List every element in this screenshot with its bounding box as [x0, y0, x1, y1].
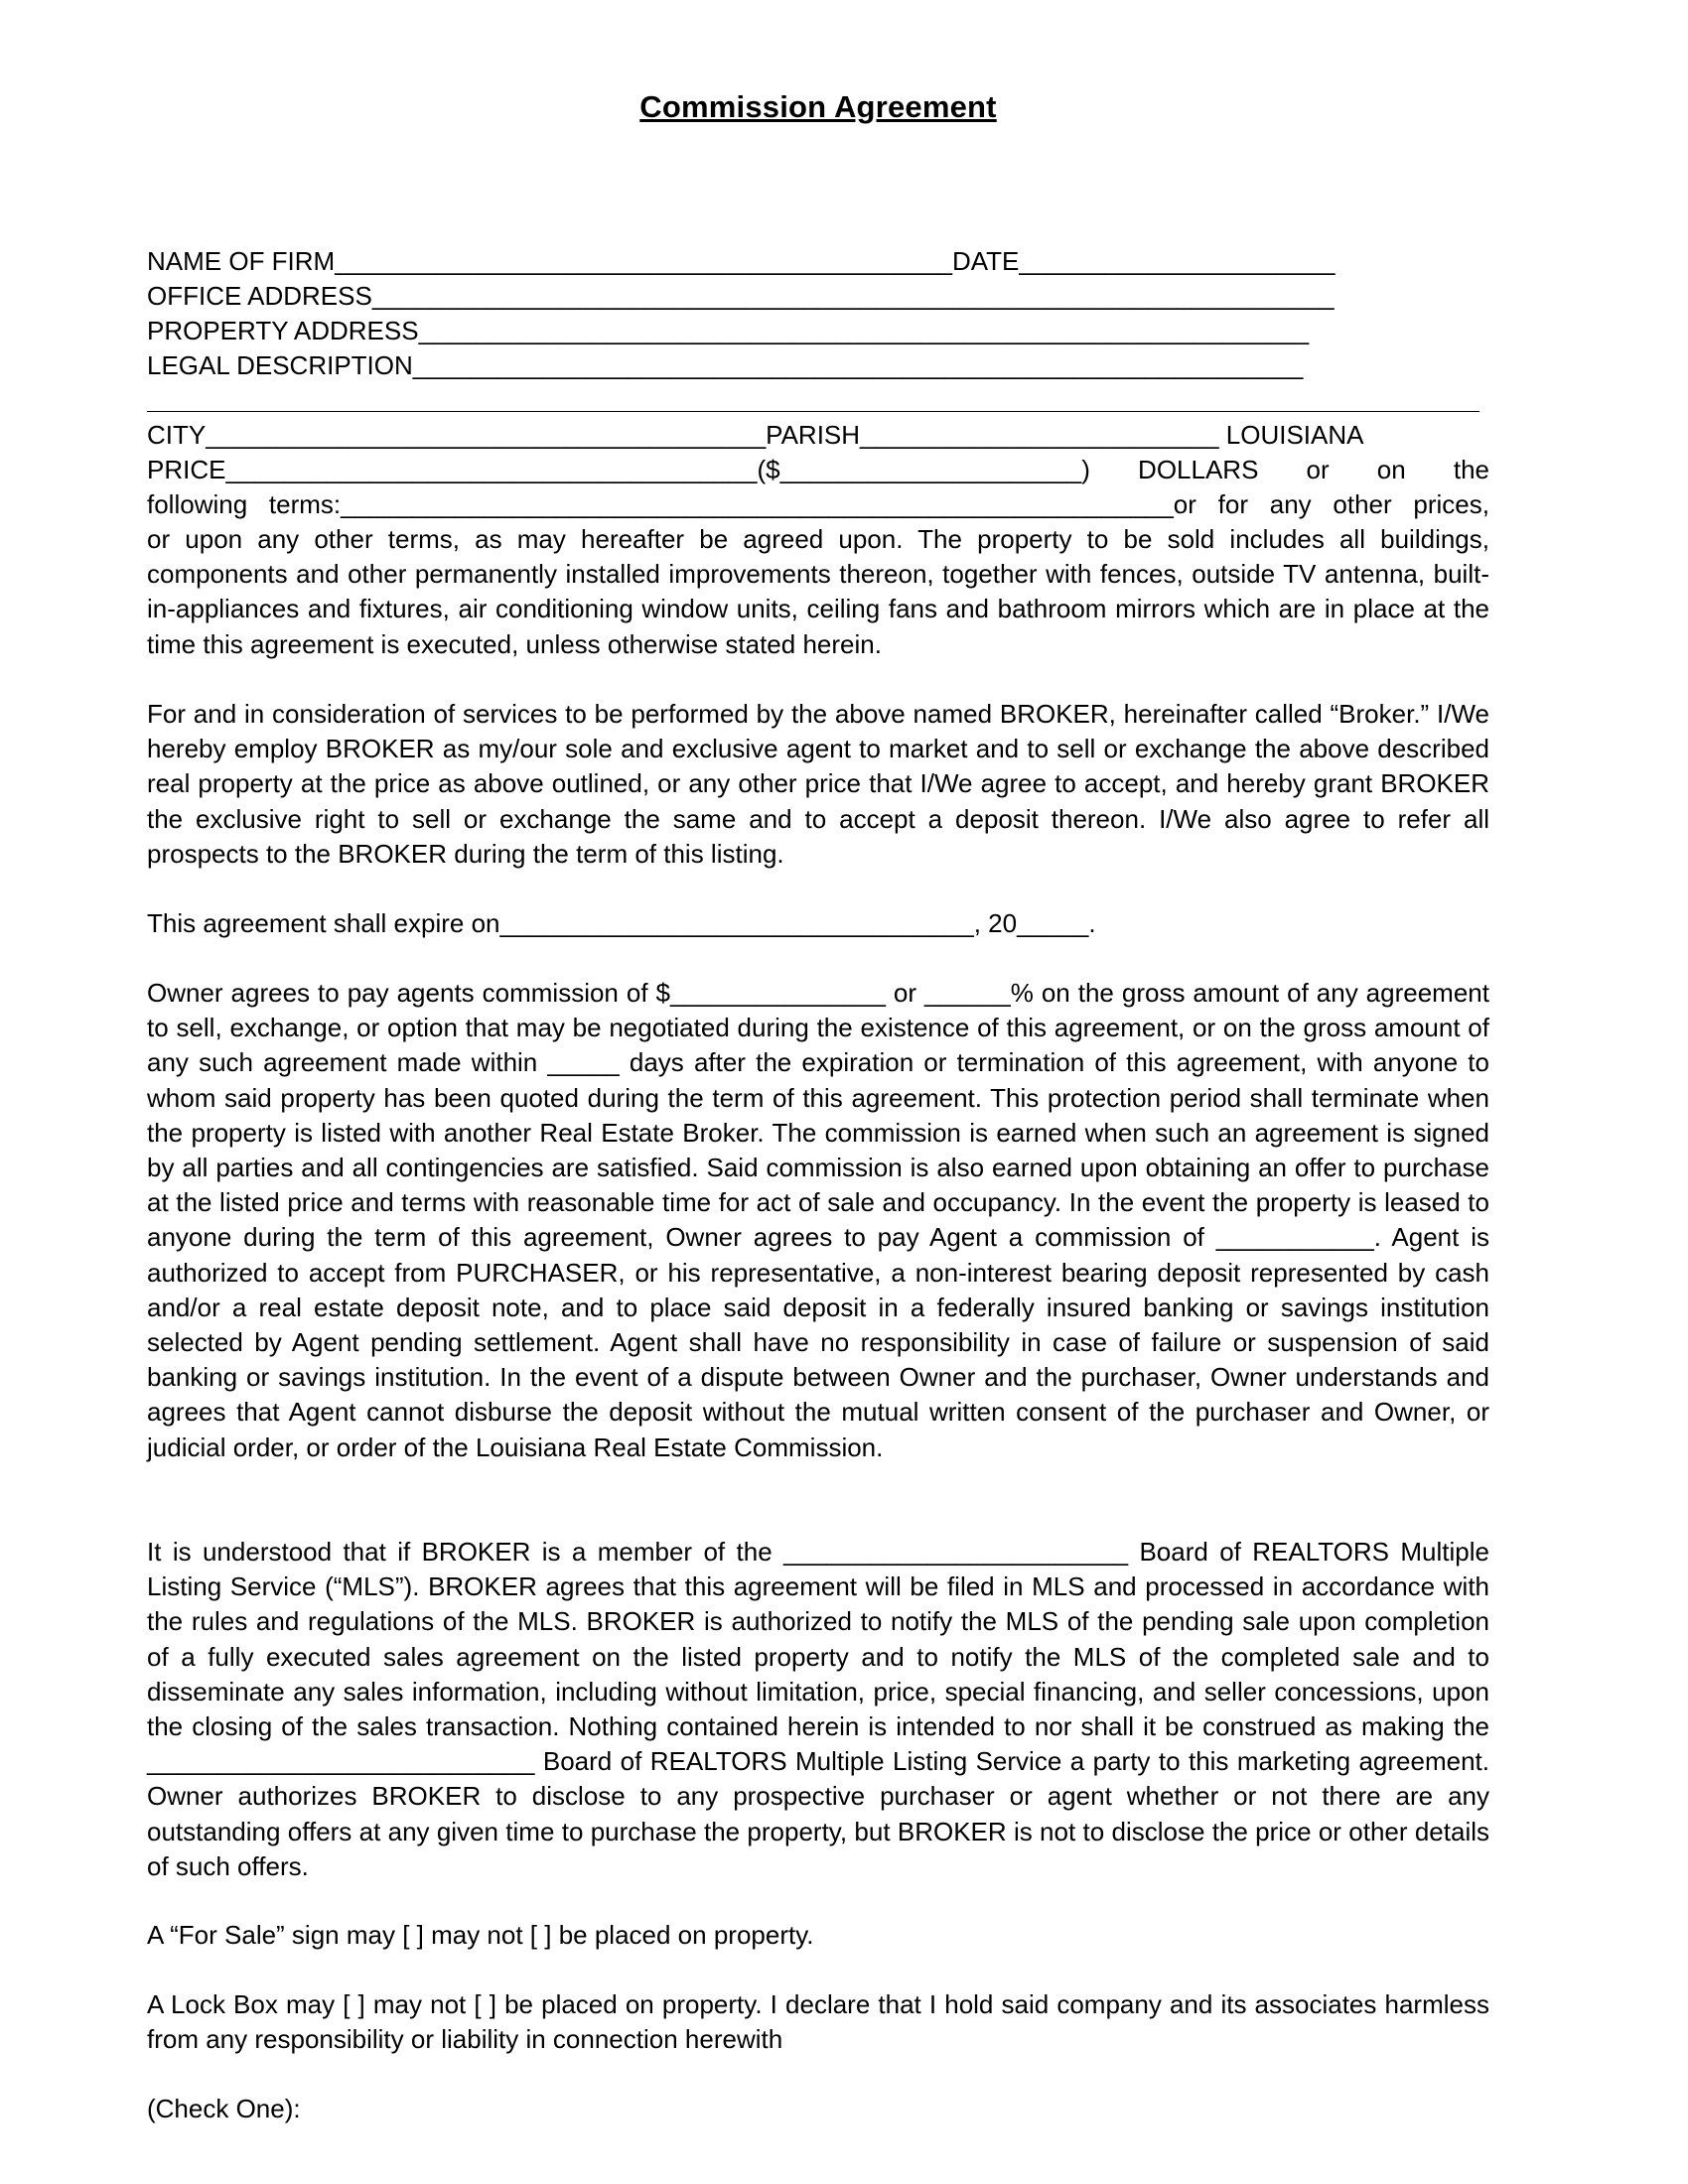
legal-description-continuation-line[interactable] — [147, 411, 1479, 412]
name-of-firm-date-field[interactable]: NAME OF FIRM___________________________________________DATE______________________ — [147, 246, 1336, 276]
price-field[interactable]: PRICE_____________________________________($_____________________) DOLLARS or on the — [147, 455, 1489, 484]
property-inclusions-paragraph: or upon any other terms, as may hereafter be agreed upon. The property to be sold includes all buildings, components and other permanently installed improvements thereon, together with fences, outside TV antenna, built-in-appliances and fixtures, air conditioning window units, ceiling fans and bathroom mirrors which are in place at the time this agreement is executed, unless otherwise stated herein. — [147, 524, 1489, 659]
terms-field[interactable]: following terms:__________________________________________________________or for any other prices, — [147, 489, 1489, 519]
check-one-label: (Check One): — [147, 2094, 301, 2123]
for-sale-sign-checkbox-line[interactable]: A “For Sale” sign may [ ] may not [ ] be placed on property. — [147, 1920, 814, 1950]
mls-paragraph: It is understood that if BROKER is a member of the ________________________ Board of REALTORS Multiple Listing Service (“MLS”). BROKER agrees that this agreement will be filed in MLS and processed in accordance with the rules and regulations of the MLS. BROKER is authorized to notify the MLS of the pending sale upon completion of a fully executed sales agreement on the listed property and to notify the MLS of the completed sale and to disseminate any sales information, including without limitation, price, special financing, and seller concessions, upon the closing of the sales transaction. Nothing contained herein is intended to nor shall it be construed as making the ___________________________ Board of REALTORS Multiple Listing Service a party to this marketing agreement. Owner authorizes BROKER to disclose to any prospective purchaser or agent whether or not there are any outstanding offers at any given time to purchase the property, but BROKER is not to disclose the price or other details of such offers. — [147, 1537, 1489, 1881]
office-address-field[interactable]: OFFICE ADDRESS___________________________________________________________________ — [147, 281, 1335, 311]
legal-description-field[interactable]: LEGAL DESCRIPTION______________________________________________________________ — [147, 350, 1304, 380]
property-address-field[interactable]: PROPERTY ADDRESS______________________________________________________________ — [147, 316, 1310, 345]
expiration-line[interactable]: This agreement shall expire on_________________________________, 20_____. — [147, 908, 1096, 938]
lock-box-paragraph[interactable]: A Lock Box may [ ] may not [ ] be placed on property. I declare that I hold said company and its associates harmless from any responsibility or liability in connection herewith — [147, 1989, 1489, 2055]
broker-consideration-paragraph: For and in consideration of services to be performed by the above named BROKER, hereinafter called “Broker.” I/We hereby employ BROKER as my/our sole and exclusive agent to market and to sell or exchange the above described real property at the price as above outlined, or any other price that I/We agree to accept, and hereby grant BROKER the exclusive right to sell or exchange the same and to accept a deposit thereon. I/We also agree to refer all prospects to the BROKER during the term of this listing. — [147, 699, 1489, 869]
document-page — [147, 0, 1489, 2184]
commission-paragraph: Owner agrees to pay agents commission of $_______________ or ______% on the gross amount of any agreement to sell, exchange, or option that may be negotiated during the existence of this agreement, or on the gross amount of any such agreement made within _____ days after the expiration or termination of this agreement, with anyone to whom said property has been quoted during the term of this agreement. This protection period shall terminate when the property is listed with another Real Estate Broker. The commission is earned when such an agreement is signed by all parties and all contingencies are satisfied. Said commission is also earned upon obtaining an offer to purchase at the listed price and terms with reasonable time for act of sale and occupancy. In the event the property is leased to anyone during the term of this agreement, Owner agrees to pay Agent a commission of ___________. Agent is authorized to accept from PURCHASER, or his representative, a non-interest bearing deposit represented by cash and/or a real estate deposit note, and to place said deposit in a federally insured banking or savings institution selected by Agent pending settlement. Agent shall have no responsibility in case of failure or suspension of said banking or savings institution. In the event of a dispute between Owner and the purchaser, Owner understands and agrees that Agent cannot disburse the deposit without the mutual written consent of the purchaser and Owner, or judicial order, or order of the Louisiana Real Estate Commission. — [147, 978, 1489, 1462]
city-parish-field[interactable]: CITY_______________________________________PARISH_________________________ LOUISIANA — [147, 420, 1364, 450]
document-title: Commission Agreement — [639, 89, 997, 124]
